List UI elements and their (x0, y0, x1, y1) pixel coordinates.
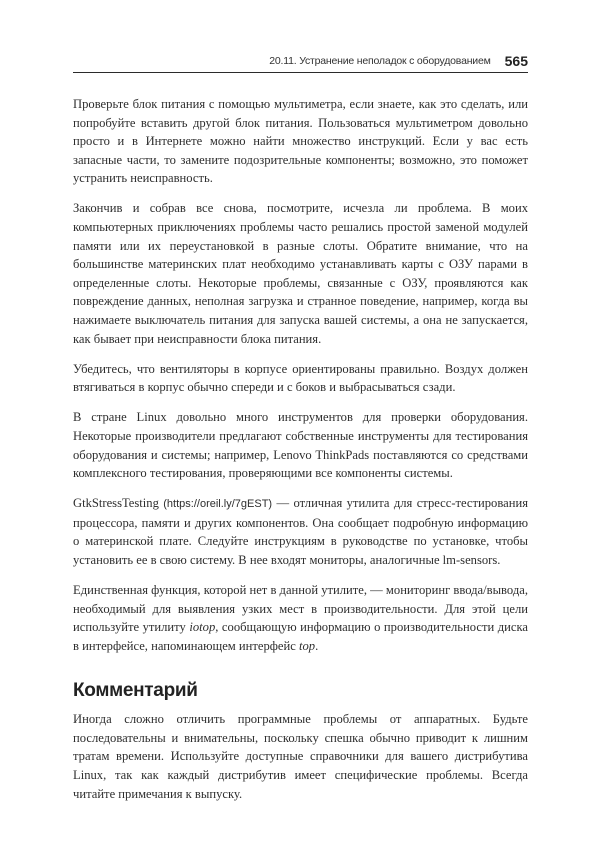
paragraph-tools: В стране Linux довольно много инструментов для проверки оборудования. Некоторые производители предлагают собственные инструменты для тестирования оборудования и системы; например, Lenovo ThinkPads поставляются со средствами комплексного тестирования, проверяющими все компоненты системы. (73, 410, 528, 481)
iotop-text-start: Единственная функция, которой нет в данной утилите, — мониторинг ввода/вывода, необходимый для выявления узких мест в производительности. Для этой цели используйте утилиту (73, 583, 528, 635)
iotop-text-mid: , сообщающую информацию о производительности диска в интерфейсе, напоминающем интерфейс (73, 620, 529, 653)
gtkstresstesting-link[interactable]: (https://oreil.ly/7gEST) (163, 498, 273, 511)
paragraph-fans: Убедитесь, что вентиляторы в корпусе ориентированы правильно. Воздух должен втягиваться в корпус обычно спереди и с боков и выбрасываться сзади. (73, 361, 528, 395)
top-term: top (299, 638, 316, 653)
iotop-text-end: . (315, 638, 319, 653)
page-body (73, 95, 528, 815)
paragraph-gtkstresstesting (73, 494, 528, 569)
section-heading: Комментарий (73, 679, 198, 701)
paragraph-iotop (73, 581, 528, 655)
gtkstresstesting-description: — отличная утилита для стресс-тестирования процессора, памяти и других компонентов. Она сообщает подробную информацию о материнской плате. Следуйте инструкциям в руководстве по установке, чтобы установить ее в свою систему. В нее входят мониторы, аналогичные lm-sensors. (73, 496, 528, 568)
paragraph-comment: Иногда сложно отличить программные проблемы от аппаратных. Будьте последовательны и внимательны, поскольку спешка обычно приводит к лишним тратам времени. Используйте доступные справочники для вашего дистрибутива Linux, так как каждый дистрибутив имеет специфические проблемы. Всегда читайте примечания к выпуску. (73, 712, 528, 801)
page-header (73, 50, 528, 73)
iotop-term: iotop (189, 620, 216, 635)
running-head: 20.11. Устранение неполадок с оборудованием (269, 55, 491, 67)
gtkstresstesting-name: GtkStressTesting (73, 496, 159, 511)
page-number: 565 (504, 53, 528, 69)
paragraph-power-supply: Проверьте блок питания с помощью мультиметра, если знаете, как это сделать, или попробуйте вставить другой блок питания. Пользоваться мультиметром довольно просто и в Интернете можно найти множество инструкций. Если у вас есть запасные части, то замените подозрительные компоненты; возможно, это поможет устранить неисправность. (73, 97, 528, 186)
paragraph-memory: Закончив и собрав все снова, посмотрите, исчезла ли проблема. В моих компьютерных приключениях проблемы часто решались простой заменой модулей памяти или их переустановкой в разные слоты. Обратите внимание, что на большинстве материнских плат необходимо устанавливать карты с ОЗУ парами в определенные слоты. Некоторые проблемы, связанные с ОЗУ, проявляются как повреждение данных, неполная загрузка и странное поведение, например, когда вы нажимаете выключатель питания для запуска вашей системы, а она не запускается, как бывает при неисправности блока питания. (73, 201, 528, 346)
